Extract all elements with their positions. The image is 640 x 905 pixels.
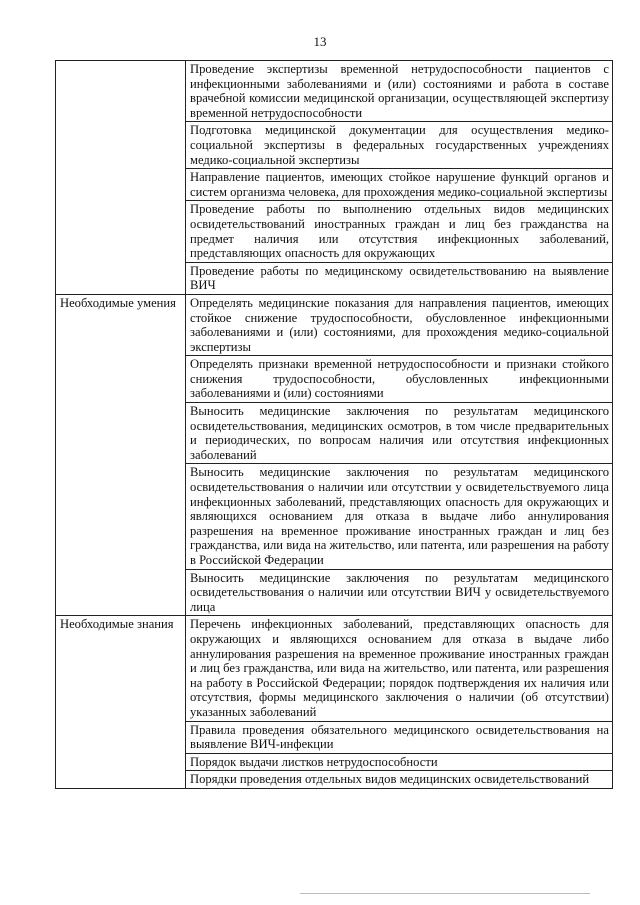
table-cell: Правила проведения обязательного медицинского освидетельствования на выявление ВИЧ-инфекции — [186, 721, 613, 753]
table-cell: Проведение экспертизы временной нетрудоспособности пациентов с инфекционными заболеваниями и (или) состояниями и работа в составе врачебной комиссии медицинской организации, осуществляющей экспертизу временной нетрудоспособности — [186, 61, 613, 122]
competency-table — [55, 60, 613, 789]
table-row — [56, 294, 613, 355]
table-cell: Порядки проведения отдельных видов медицинских освидетельствований — [186, 771, 613, 789]
table-row — [56, 61, 613, 122]
skills-label: Необходимые умения — [56, 294, 186, 615]
table-cell: Направление пациентов, имеющих стойкое нарушение функций органов и систем организма человека, для прохождения медико-социальной экспертизы — [186, 169, 613, 201]
table-cell: Выносить медицинские заключения по результатам медицинского освидетельствования о наличии или отсутствии ВИЧ у освидетельствуемого лица — [186, 569, 613, 616]
table-row — [56, 616, 613, 721]
table-cell: Определять медицинские показания для направления пациентов, имеющих стойкое снижение трудоспособности, обусловленное инфекционными заболеваниями и (или) состояниями, для прохождения медико-социальной экспертизы — [186, 294, 613, 355]
row-label-empty — [56, 61, 186, 295]
table-cell: Подготовка медицинской документации для осуществления медико-социальной экспертизы в федеральных государственных учреждениях медико-социальной экспертизы — [186, 122, 613, 169]
table-cell: Проведение работы по выполнению отдельных видов медицинских освидетельствований иностранных граждан и лиц без гражданства на предмет наличия или отсутствия инфекционных заболеваний, представляющих опасность для окружающих — [186, 201, 613, 262]
scan-edge-line — [300, 893, 590, 894]
page-number: 13 — [313, 34, 327, 49]
table-cell: Порядок выдачи листков нетрудоспособности — [186, 753, 613, 771]
table-cell: Выносить медицинские заключения по результатам медицинского освидетельствования, медицинских осмотров, в том числе предварительных и периодических, по вопросам наличия или отсутствия инфекционных заболеваний — [186, 403, 613, 464]
table-cell: Определять признаки временной нетрудоспособности и признаки стойкого снижения трудоспособности, обусловленных инфекционными заболеваниями и (или) состояниями — [186, 356, 613, 403]
table-cell: Выносить медицинские заключения по результатам медицинского освидетельствования о наличии или отсутствии у освидетельствуемого лица инфекционных заболеваний, представляющих опасность для окружающих и являющихся основанием для отказа в выдаче либо аннулирования разрешения на временное проживание иностранных граждан и лиц без гражданства, или вида на жительство, или патента, или разрешения на работу в Российской Федерации — [186, 464, 613, 569]
table-cell: Перечень инфекционных заболеваний, представляющих опасность для окружающих и являющихся основанием для отказа в выдаче либо аннулирования разрешения на временное проживание иностранных граждан и лиц без гражданства, или вида на жительство, или патента, или разрешения на работу в Российской Федерации; порядок подтверждения их наличия или отсутствия, формы медицинского заключения о наличии (об отсутствии) указанных заболеваний — [186, 616, 613, 721]
table-cell: Проведение работы по медицинскому освидетельствованию на выявление ВИЧ — [186, 262, 613, 294]
knowledge-label: Необходимые знания — [56, 616, 186, 789]
